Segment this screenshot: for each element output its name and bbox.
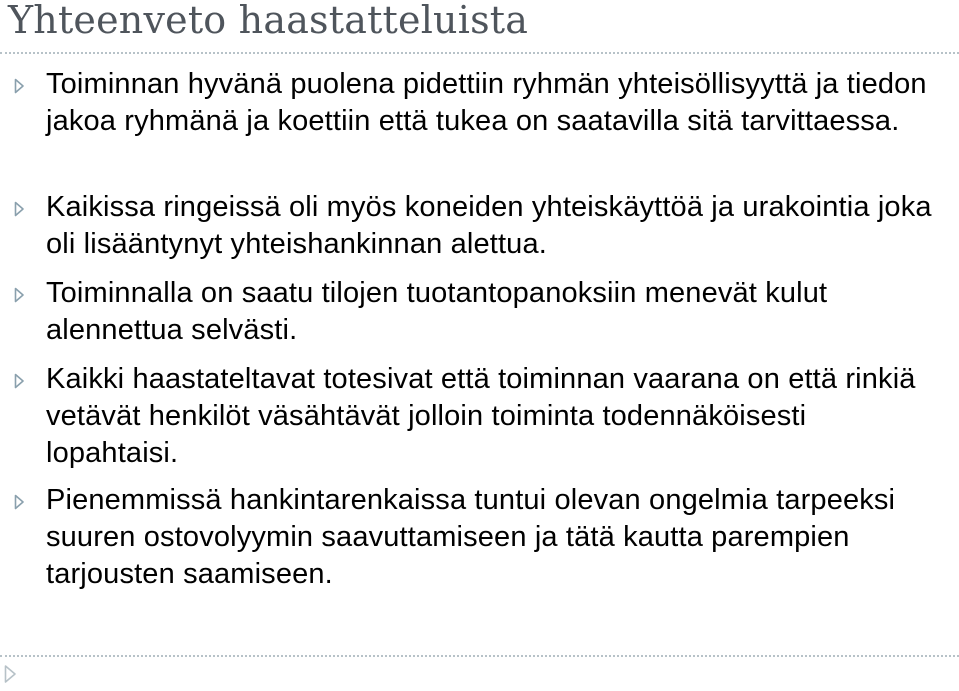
bullet-text: Toiminnalla on saatu tilojen tuotantopanoksiin menevät kulut alennettua selvästi. [46,277,828,346]
slide-title: Yhteenveto haastatteluista [8,0,529,42]
footer-divider [0,655,959,657]
title-divider [0,52,959,54]
bullet-text: Kaikki haastateltavat totesivat että toiminnan vaarana on että rinkiä vetävät henkilöt väsähtävät jolloin toiminta todennäköisesti lopahtaisi. [46,363,916,469]
triangle-right-icon [13,494,25,510]
triangle-right-icon [13,287,25,303]
triangle-right-icon [13,201,25,217]
triangle-right-icon [13,78,25,94]
corner-triangle-icon [3,664,17,684]
bullet-text: Pienemmissä hankintarenkaissa tuntui olevan ongelmia tarpeeksi suuren ostovolyymin saavuttamiseen ja tätä kautta parempien tarjousten saamiseen. [46,484,896,590]
triangle-right-icon [13,373,25,389]
bullet-text: Toiminnan hyvänä puolena pidettiin ryhmän yhteisöllisyyttä ja tiedon jakoa ryhmänä ja koettiin että tukea on saatavilla sitä tarvittaessa. [46,68,927,137]
bullet-text: Kaikissa ringeissä oli myös koneiden yhteiskäyttöä ja urakointia joka oli lisääntynyt yhteishankinnan alettua. [46,191,932,260]
